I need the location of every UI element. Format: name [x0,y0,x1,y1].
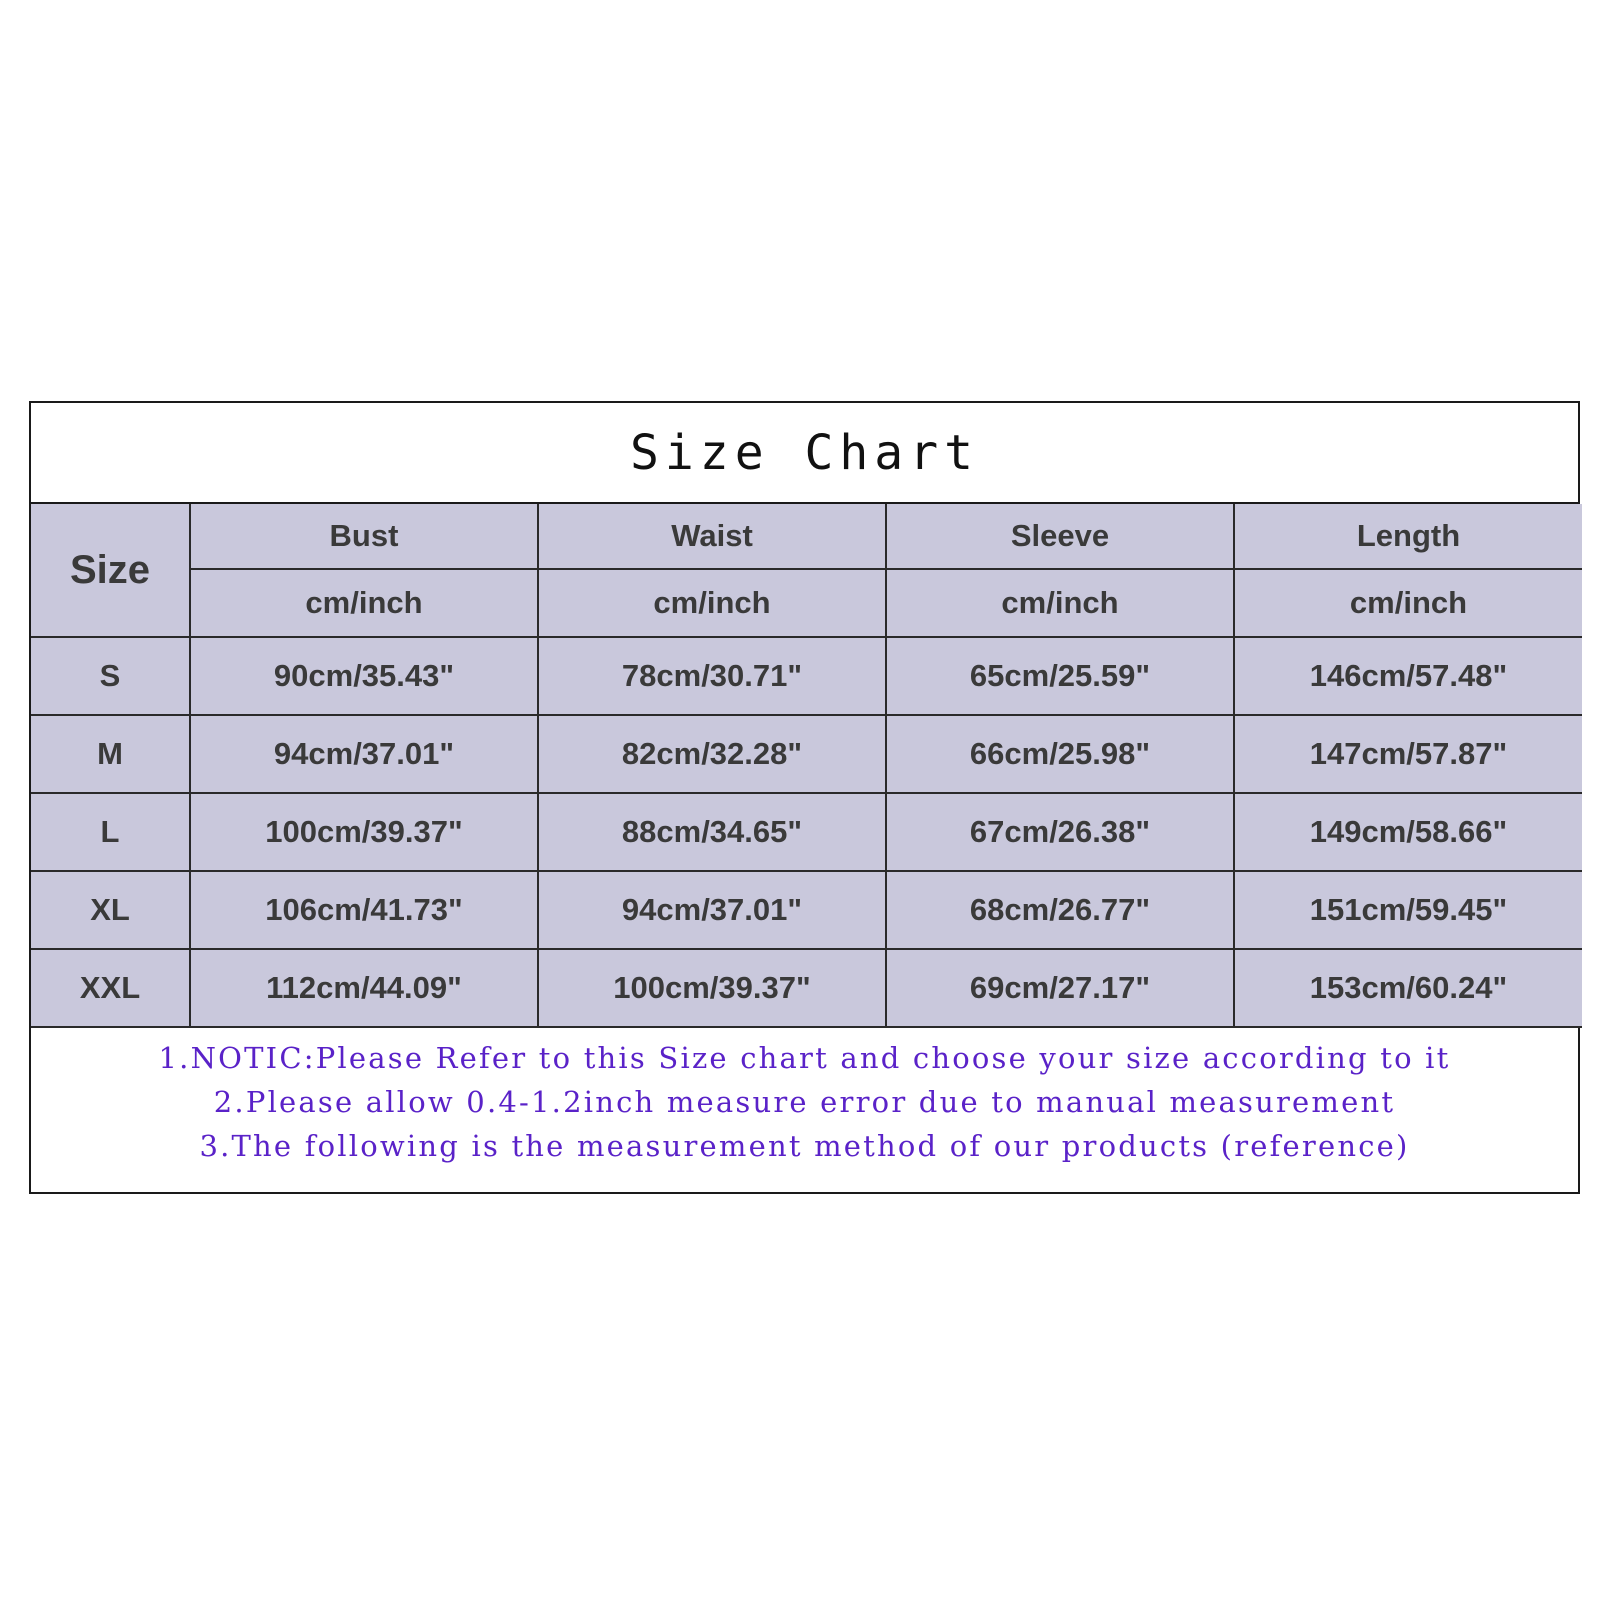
bust-value: 106cm/41.73" [190,871,538,949]
note-line: 3.The following is the measurement method of our products (reference) [199,1129,1410,1163]
notes [31,1028,1578,1168]
bust-value: 100cm/39.37" [190,793,538,871]
sleeve-value: 65cm/25.59" [886,637,1234,715]
header-row [31,504,1582,569]
length-value: 146cm/57.48" [1234,637,1582,715]
note-line: 2.Please allow 0.4-1.2inch measure error due to manual measurement [213,1085,1396,1119]
size-column-header: Size [31,504,190,637]
bust-header: Bust [190,504,538,569]
waist-value: 88cm/34.65" [538,793,886,871]
table-row [31,871,1582,949]
waist-value: 78cm/30.71" [538,637,886,715]
chart-title: Size Chart [31,403,1578,504]
waist-value: 82cm/32.28" [538,715,886,793]
waist-unit: cm/inch [538,569,886,637]
waist-value: 100cm/39.37" [538,949,886,1027]
size-label: S [31,637,190,715]
size-label: L [31,793,190,871]
size-label: XXL [31,949,190,1027]
length-unit: cm/inch [1234,569,1582,637]
waist-value: 94cm/37.01" [538,871,886,949]
table-row [31,793,1582,871]
size-label: M [31,715,190,793]
sleeve-value: 66cm/25.98" [886,715,1234,793]
size-label: XL [31,871,190,949]
bust-value: 94cm/37.01" [190,715,538,793]
length-value: 153cm/60.24" [1234,949,1582,1027]
size-table [31,504,1582,1028]
table-row [31,637,1582,715]
length-value: 149cm/58.66" [1234,793,1582,871]
bust-value: 90cm/35.43" [190,637,538,715]
sleeve-value: 68cm/26.77" [886,871,1234,949]
sleeve-header: Sleeve [886,504,1234,569]
bust-unit: cm/inch [190,569,538,637]
size-chart [29,401,1580,1194]
table-row [31,949,1582,1027]
bust-value: 112cm/44.09" [190,949,538,1027]
length-value: 151cm/59.45" [1234,871,1582,949]
length-header: Length [1234,504,1582,569]
unit-row [31,569,1582,637]
note-line: 1.NOTIC:Please Refer to this Size chart and choose your size according to it [158,1041,1451,1075]
table-row [31,715,1582,793]
sleeve-unit: cm/inch [886,569,1234,637]
sleeve-value: 69cm/27.17" [886,949,1234,1027]
length-value: 147cm/57.87" [1234,715,1582,793]
sleeve-value: 67cm/26.38" [886,793,1234,871]
waist-header: Waist [538,504,886,569]
